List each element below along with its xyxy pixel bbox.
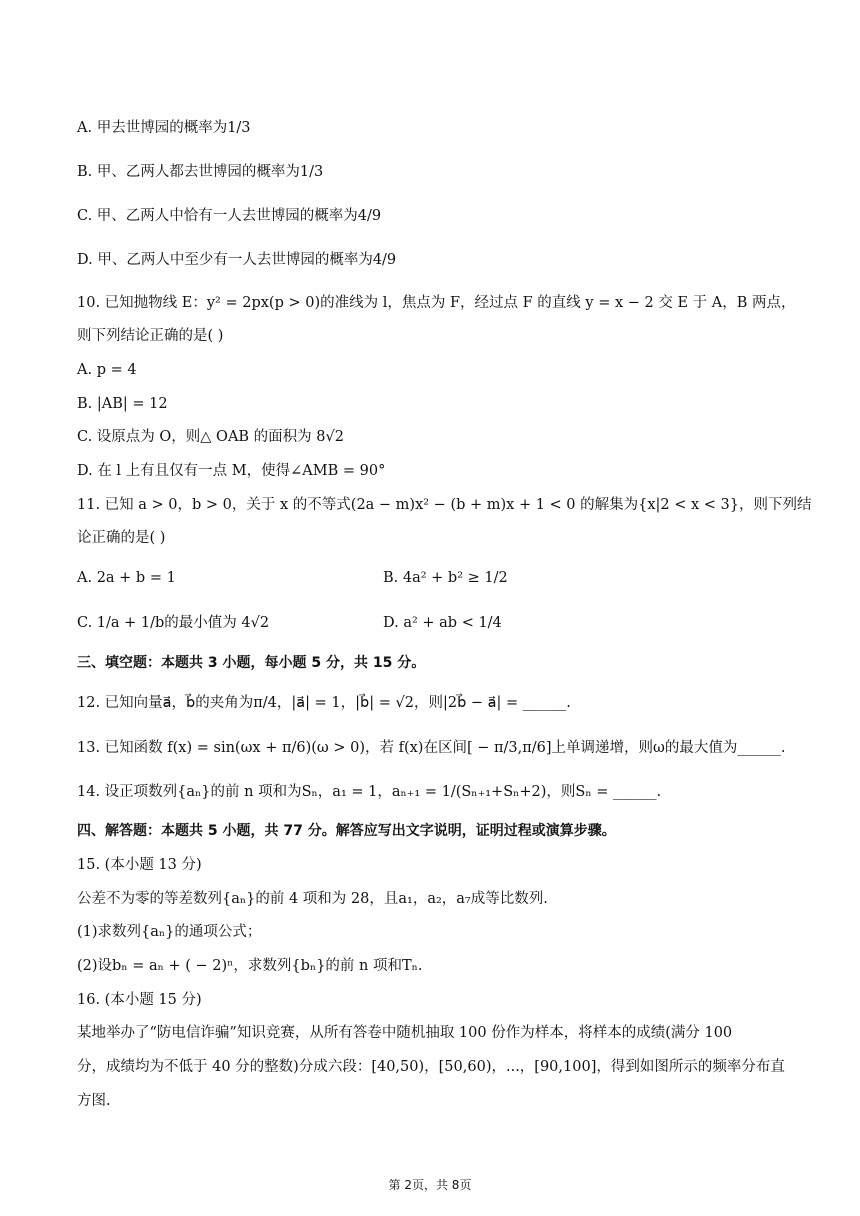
line-q10-b: B. |AB| = 12 xyxy=(77,396,168,412)
line-9c: C. 甲、乙两人中恰有一人去世博园的概率为4/9 xyxy=(77,208,382,224)
line-q16-2: 分，成绩均为不低于 40 分的整数)分成六段：[40,50)，[50,60)，...，[90,100]，得到如图所示的频率分布直 xyxy=(77,1059,785,1075)
line-q11-2: 论正确的是( ) xyxy=(77,530,166,546)
line-q11-c: C. 1/a + 1/b的最小值为 4√2 xyxy=(77,615,270,631)
line-q10-a: A. p = 4 xyxy=(77,362,137,378)
line-q13: 13. 已知函数 f(x) = sin(ωx + π/6)(ω > 0)，若 f(x)在区间[ − π/3,π/6]上单调递增，则ω的最大值为______. xyxy=(77,740,786,756)
section-answer: 四、解答题：本题共 5 小题，共 77 分。解答应写出文字说明，证明过程或演算步骤。 xyxy=(77,823,616,839)
line-q10-1: 10. 已知抛物线 E：y² = 2px(p > 0)的准线为 l，焦点为 F，经过点 F 的直线 y = x − 2 交 E 于 A，B 两点， xyxy=(77,295,796,311)
line-q10-d: D. 在 l 上有且仅有一点 M，使得∠AMB = 90° xyxy=(77,463,386,479)
line-q10-c: C. 设原点为 O，则△ OAB 的面积为 8√2 xyxy=(77,429,344,445)
line-9a: A. 甲去世博园的概率为1/3 xyxy=(77,120,251,136)
page-footer: 第 2页，共 8页 xyxy=(388,1178,472,1192)
line-q16-1: 某地举办了“防电信诈骗”知识竞赛，从所有答卷中随机抽取 100 份作为样本，将样本的成绩(满分 100 xyxy=(77,1025,733,1041)
line-q15-header: 15. (本小题 13 分) xyxy=(77,857,202,873)
line-q15-part1: (1)求数列{aₙ}的通项公式； xyxy=(77,924,262,940)
line-9b: B. 甲、乙两人都去世博园的概率为1/3 xyxy=(77,164,324,180)
line-q10-2: 则下列结论正确的是( ) xyxy=(77,328,224,344)
line-q15-stem: 公差不为零的等差数列{aₙ}的前 4 项和为 28，且a₁，a₂，a₇成等比数列. xyxy=(77,891,548,907)
line-q11-1: 11. 已知 a > 0，b > 0，关于 x 的不等式(2a − m)x² − (b + m)x + 1 < 0 的解集为{x|2 < x < 3}，则下列结 xyxy=(77,497,812,513)
line-q11-b: B. 4a² + b² ≥ 1/2 xyxy=(383,570,508,586)
line-q15-part2: (2)设bₙ = aₙ + ( − 2)ⁿ，求数列{bₙ}的前 n 项和Tₙ. xyxy=(77,958,423,974)
line-9d: D. 甲、乙两人中至少有一人去世博园的概率为4/9 xyxy=(77,252,397,268)
line-q16-3: 方图. xyxy=(77,1093,111,1109)
line-q16-header: 16. (本小题 15 分) xyxy=(77,992,202,1008)
line-q14: 14. 设正项数列{aₙ}的前 n 项和为Sₙ，a₁ = 1，aₙ₊₁ = 1/(Sₙ₊₁+Sₙ+2)，则Sₙ = ______. xyxy=(77,784,662,800)
section-fill-blank: 三、填空题：本题共 3 小题，每小题 5 分，共 15 分。 xyxy=(77,655,426,671)
line-q12: 12. 已知向量a⃗，b⃗的夹角为π/4，|a⃗| = 1，|b⃗| = √2，则|2b⃗ − a⃗| = ______. xyxy=(77,695,571,711)
line-q11-d: D. a² + ab < 1/4 xyxy=(383,615,502,631)
line-q11-a: A. 2a + b = 1 xyxy=(77,570,176,586)
